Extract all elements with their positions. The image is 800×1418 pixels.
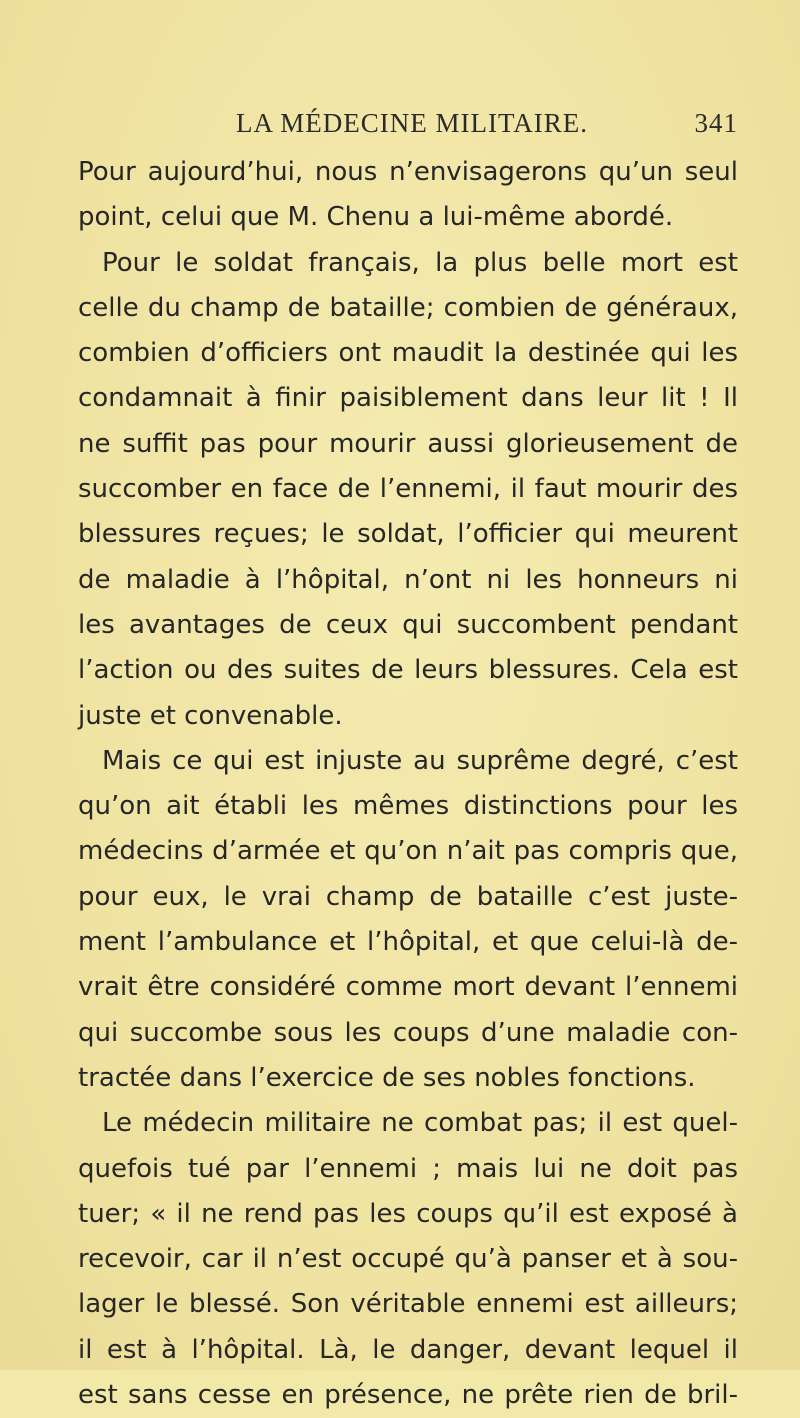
text-line: ne suffit pas pour mourir aussi glorieusement de xyxy=(78,428,738,459)
text-line: les avantages de ceux qui succombent pendant xyxy=(78,609,738,640)
body-text xyxy=(78,150,738,1418)
text-line: recevoir, car il n’est occupé qu’à panser et à sou- xyxy=(78,1244,738,1275)
text-line: Pour le soldat français, la plus belle mort est xyxy=(102,247,738,278)
text-line: qu’on ait établi les mêmes distinctions pour les xyxy=(78,791,738,822)
header-title: LA MÉDECINE MILITAIRE. xyxy=(236,108,589,138)
text-line: médecins d’armée et qu’on n’ait pas compris que, xyxy=(78,836,738,867)
text-line: point, celui que M. Chenu a lui-même abordé. xyxy=(78,202,674,233)
text-line: Le médecin militaire ne combat pas; il est quel- xyxy=(102,1108,738,1139)
text-line: Pour aujourd’hui, nous n’envisagerons qu’un seul xyxy=(78,157,738,187)
page-number: 341 xyxy=(694,108,738,138)
text-line: ment l’ambulance et l’hôpital, et que celui-là de- xyxy=(78,927,738,958)
text-line: l’action ou des suites de leurs blessures. Cela est xyxy=(78,655,738,686)
text-line: il est à l’hôpital. Là, le danger, devant lequel il xyxy=(78,1334,738,1365)
text-line: combien d’officiers ont maudit la destinée qui les xyxy=(78,338,738,369)
text-line: quefois tué par l’ennemi ; mais lui ne doit pas xyxy=(78,1153,738,1184)
text-line: condamnait à finir paisiblement dans leur lit ! Il xyxy=(78,383,738,414)
text-line: tuer; « il ne rend pas les coups qu’il est exposé à xyxy=(78,1198,738,1229)
text-line: est sans cesse en présence, ne prête rien de bril- xyxy=(78,1380,738,1411)
text-line: celle du champ de bataille; combien de généraux, xyxy=(78,292,738,323)
text-line: tractée dans l’exercice de ses nobles fonctions. xyxy=(78,1062,696,1093)
text-line: de maladie à l’hôpital, n’ont ni les honneurs ni xyxy=(78,564,738,595)
text-line: blessures reçues; le soldat, l’officier qui meurent xyxy=(78,519,738,550)
text-line: juste et convenable. xyxy=(78,700,343,731)
text-line: vrait être considéré comme mort devant l’ennemi xyxy=(78,972,738,1003)
text-line: pour eux, le vrai champ de bataille c’est juste- xyxy=(78,881,738,912)
text-line: lager le blessé. Son véritable ennemi est ailleurs; xyxy=(78,1289,738,1320)
text-line: qui succombe sous les coups d’une maladie con- xyxy=(78,1017,738,1048)
text-line: succomber en face de l’ennemi, il faut mourir des xyxy=(78,474,738,505)
running-header xyxy=(236,108,738,148)
text-line: Mais ce qui est injuste au suprême degré, c’est xyxy=(102,745,738,776)
